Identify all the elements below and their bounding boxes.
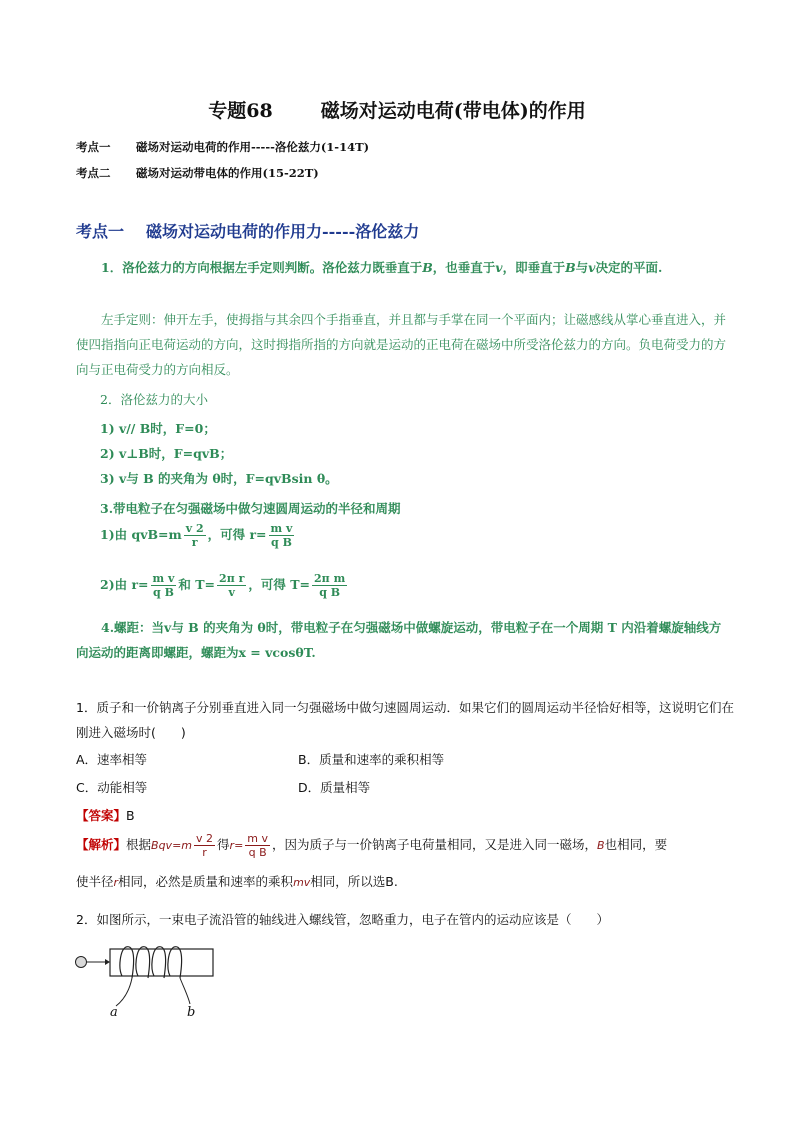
question-1-explanation: 【解析】根据Bqv=m $\frac{v 2}{r}$ 得r= $\frac{\text{m v}}{\text{q B}}$ ，因为质子与一价钠离子电荷量相同，又是进入同一磁场，B也相同，要: [76, 832, 668, 859]
question-1-option-c: C．动能相等: [76, 780, 148, 795]
note-line-parallel: 1) v// B时，F=0；: [100, 421, 216, 436]
title-code: 专题68: [208, 100, 273, 122]
question-1-explanation-cont: 使半径r相同，必然是质量和速率的乘积mv相同，所以选B.: [76, 874, 398, 889]
title-text: 磁场对运动电荷(带电体)的作用: [320, 100, 586, 122]
lead-b: [180, 978, 190, 1004]
question-1-option-b: B．质量和速率的乘积相等: [298, 752, 445, 767]
question-1-option-a: A．速率相等: [76, 752, 148, 767]
label-b: b: [187, 1005, 196, 1020]
note-line-magnitude: 2．洛伦兹力的大小: [100, 392, 208, 407]
solenoid-coil: [120, 947, 182, 978]
lead-a: [116, 978, 132, 1006]
note-line-circular-motion: 3.带电粒子在匀强磁场中做匀速圆周运动的半径和周期: [100, 501, 401, 516]
formula-period: 2)由 r= $\frac{\text{m v}}{\text{q B}}$ 和 T= $\frac{\text{2π r}}{v}$ ，可得 T= $\frac{\text{2π m}}{\text{q B}}$: [100, 572, 346, 599]
solenoid-tube: [110, 949, 213, 976]
toc-item-1: 考点一 磁场对运动电荷的作用-----洛伦兹力(1-14T): [76, 140, 370, 154]
note-paragraph-pitch: 4.螺距：当v与 B 的夹角为 θ时，带电粒子在匀强磁场中做螺旋运动，带电粒子在一个周期 T 内沿着螺旋轴线方向运动的距离即螺距，螺距为x = vcosθT.: [76, 620, 722, 660]
page-title: [0, 96, 794, 123]
electron-source-icon: [76, 957, 87, 968]
question-2-stem: 2．如图所示，一束电子流沿管的轴线进入螺线管，忽略重力，电子在管内的运动应该是（ ）: [76, 912, 609, 927]
note-line-perpendicular: 2) v⊥B时，F=qvB；: [100, 446, 233, 461]
solenoid-figure: [70, 938, 230, 1020]
formula-radius: 1)由 qvB=m $\frac{v 2}{r}$ ，可得 r= $\frac{\text{m v}}{\text{q B}}$: [100, 522, 293, 549]
note-line-angle: 3) v与 B 的夹角为 θ时，F=qvBsin θ。: [100, 471, 338, 486]
section-heading: 考点一 磁场对运动电荷的作用力-----洛伦兹力: [76, 222, 420, 241]
note-paragraph-1: 1．洛伦兹力的方向根据左手定则判断。洛伦兹力既垂直于B，也垂直于v，即垂直于B与v决定的平面.: [101, 260, 663, 275]
toc-item-2: 考点二 磁场对运动带电体的作用(15-22T): [76, 166, 319, 180]
question-1-option-d: D．质量相等: [298, 780, 371, 795]
note-paragraph-left-hand-rule: 左手定则：伸开左手，使拇指与其余四个手指垂直，并且都与手掌在同一个平面内；让磁感线从掌心垂直进入，并使四指指向正电荷运动的方向，这时拇指所指的方向就是运动的正电荷在磁场中所受洛伦兹力的方向。负电荷受力的方向与正电荷受力的方向相反。: [76, 312, 727, 377]
question-1-stem: 1．质子和一价钠离子分别垂直进入同一匀强磁场中做匀速圆周运动．如果它们的圆周运动半径恰好相等，这说明它们在刚进入磁场时( ): [76, 700, 734, 740]
question-1-answer: 【答案】B: [76, 808, 135, 823]
label-a: a: [110, 1005, 118, 1020]
